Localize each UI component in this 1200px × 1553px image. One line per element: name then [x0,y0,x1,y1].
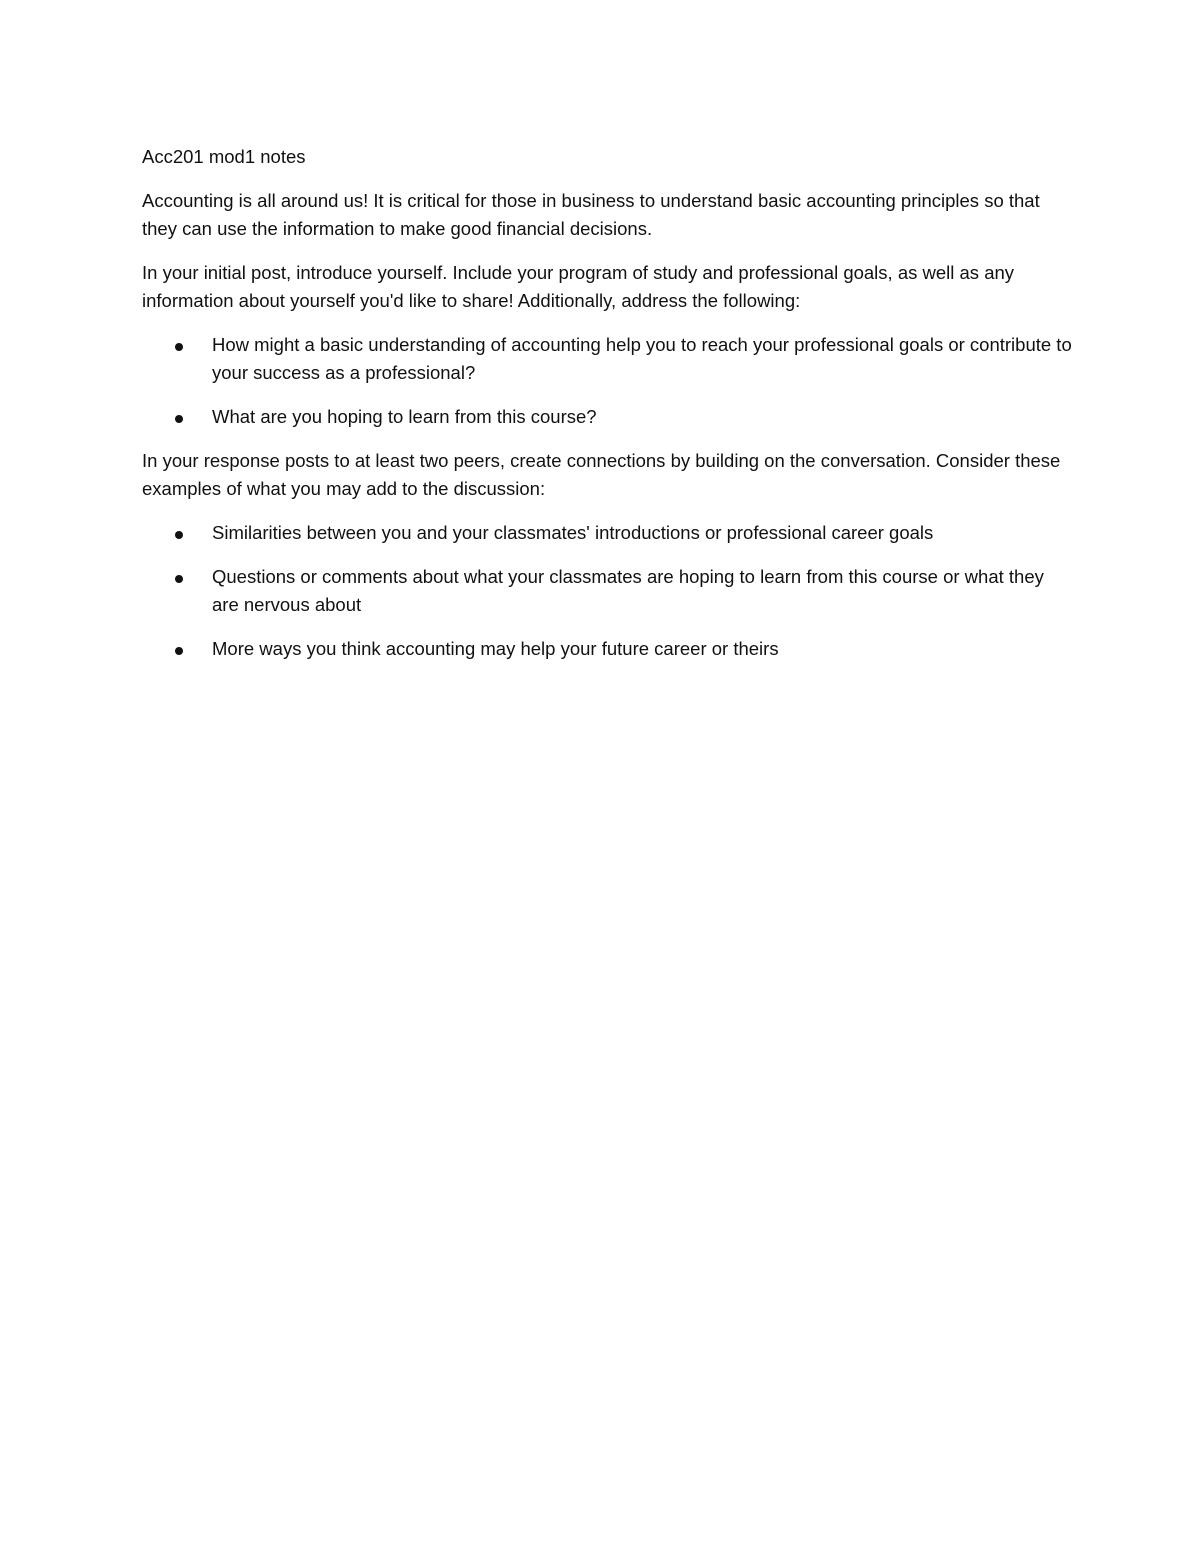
list-item-text: More ways you think accounting may help your future career or theirs [212,638,779,659]
list-item [142,635,1072,663]
list-item [142,403,1072,431]
list-item [142,563,1072,619]
paragraph-intro: Accounting is all around us! It is critical for those in business to understand basic accounting principles so that they can use the information to make good financial decisions. [142,190,1040,239]
document-title: Acc201 mod1 notes [142,146,306,167]
list-item [142,519,1072,547]
bullet-list-initial-post [142,331,1072,431]
list-item-text: How might a basic understanding of accounting help you to reach your professional goals or contribute to your success as a professional? [212,334,1072,383]
list-item-text: What are you hoping to learn from this course? [212,406,597,427]
list-item-text: Questions or comments about what your classmates are hoping to learn from this course or what they are nervous about [212,566,1044,615]
document-body [142,143,1072,679]
bullet-icon [175,575,183,583]
bullet-icon [175,343,183,351]
bullet-icon [175,531,183,539]
bullet-icon [175,647,183,655]
list-item [142,331,1072,387]
paragraph-response-posts: In your response posts to at least two peers, create connections by building on the conversation. Consider these examples of what you may add to the discussion: [142,450,1061,499]
paragraph-initial-post: In your initial post, introduce yourself. Include your program of study and professional goals, as well as any information about yourself you'd like to share! Additionally, address the following: [142,262,1015,311]
bullet-list-response-posts [142,519,1072,663]
list-item-text: Similarities between you and your classmates' introductions or professional career goals [212,522,934,543]
bullet-icon [175,415,183,423]
